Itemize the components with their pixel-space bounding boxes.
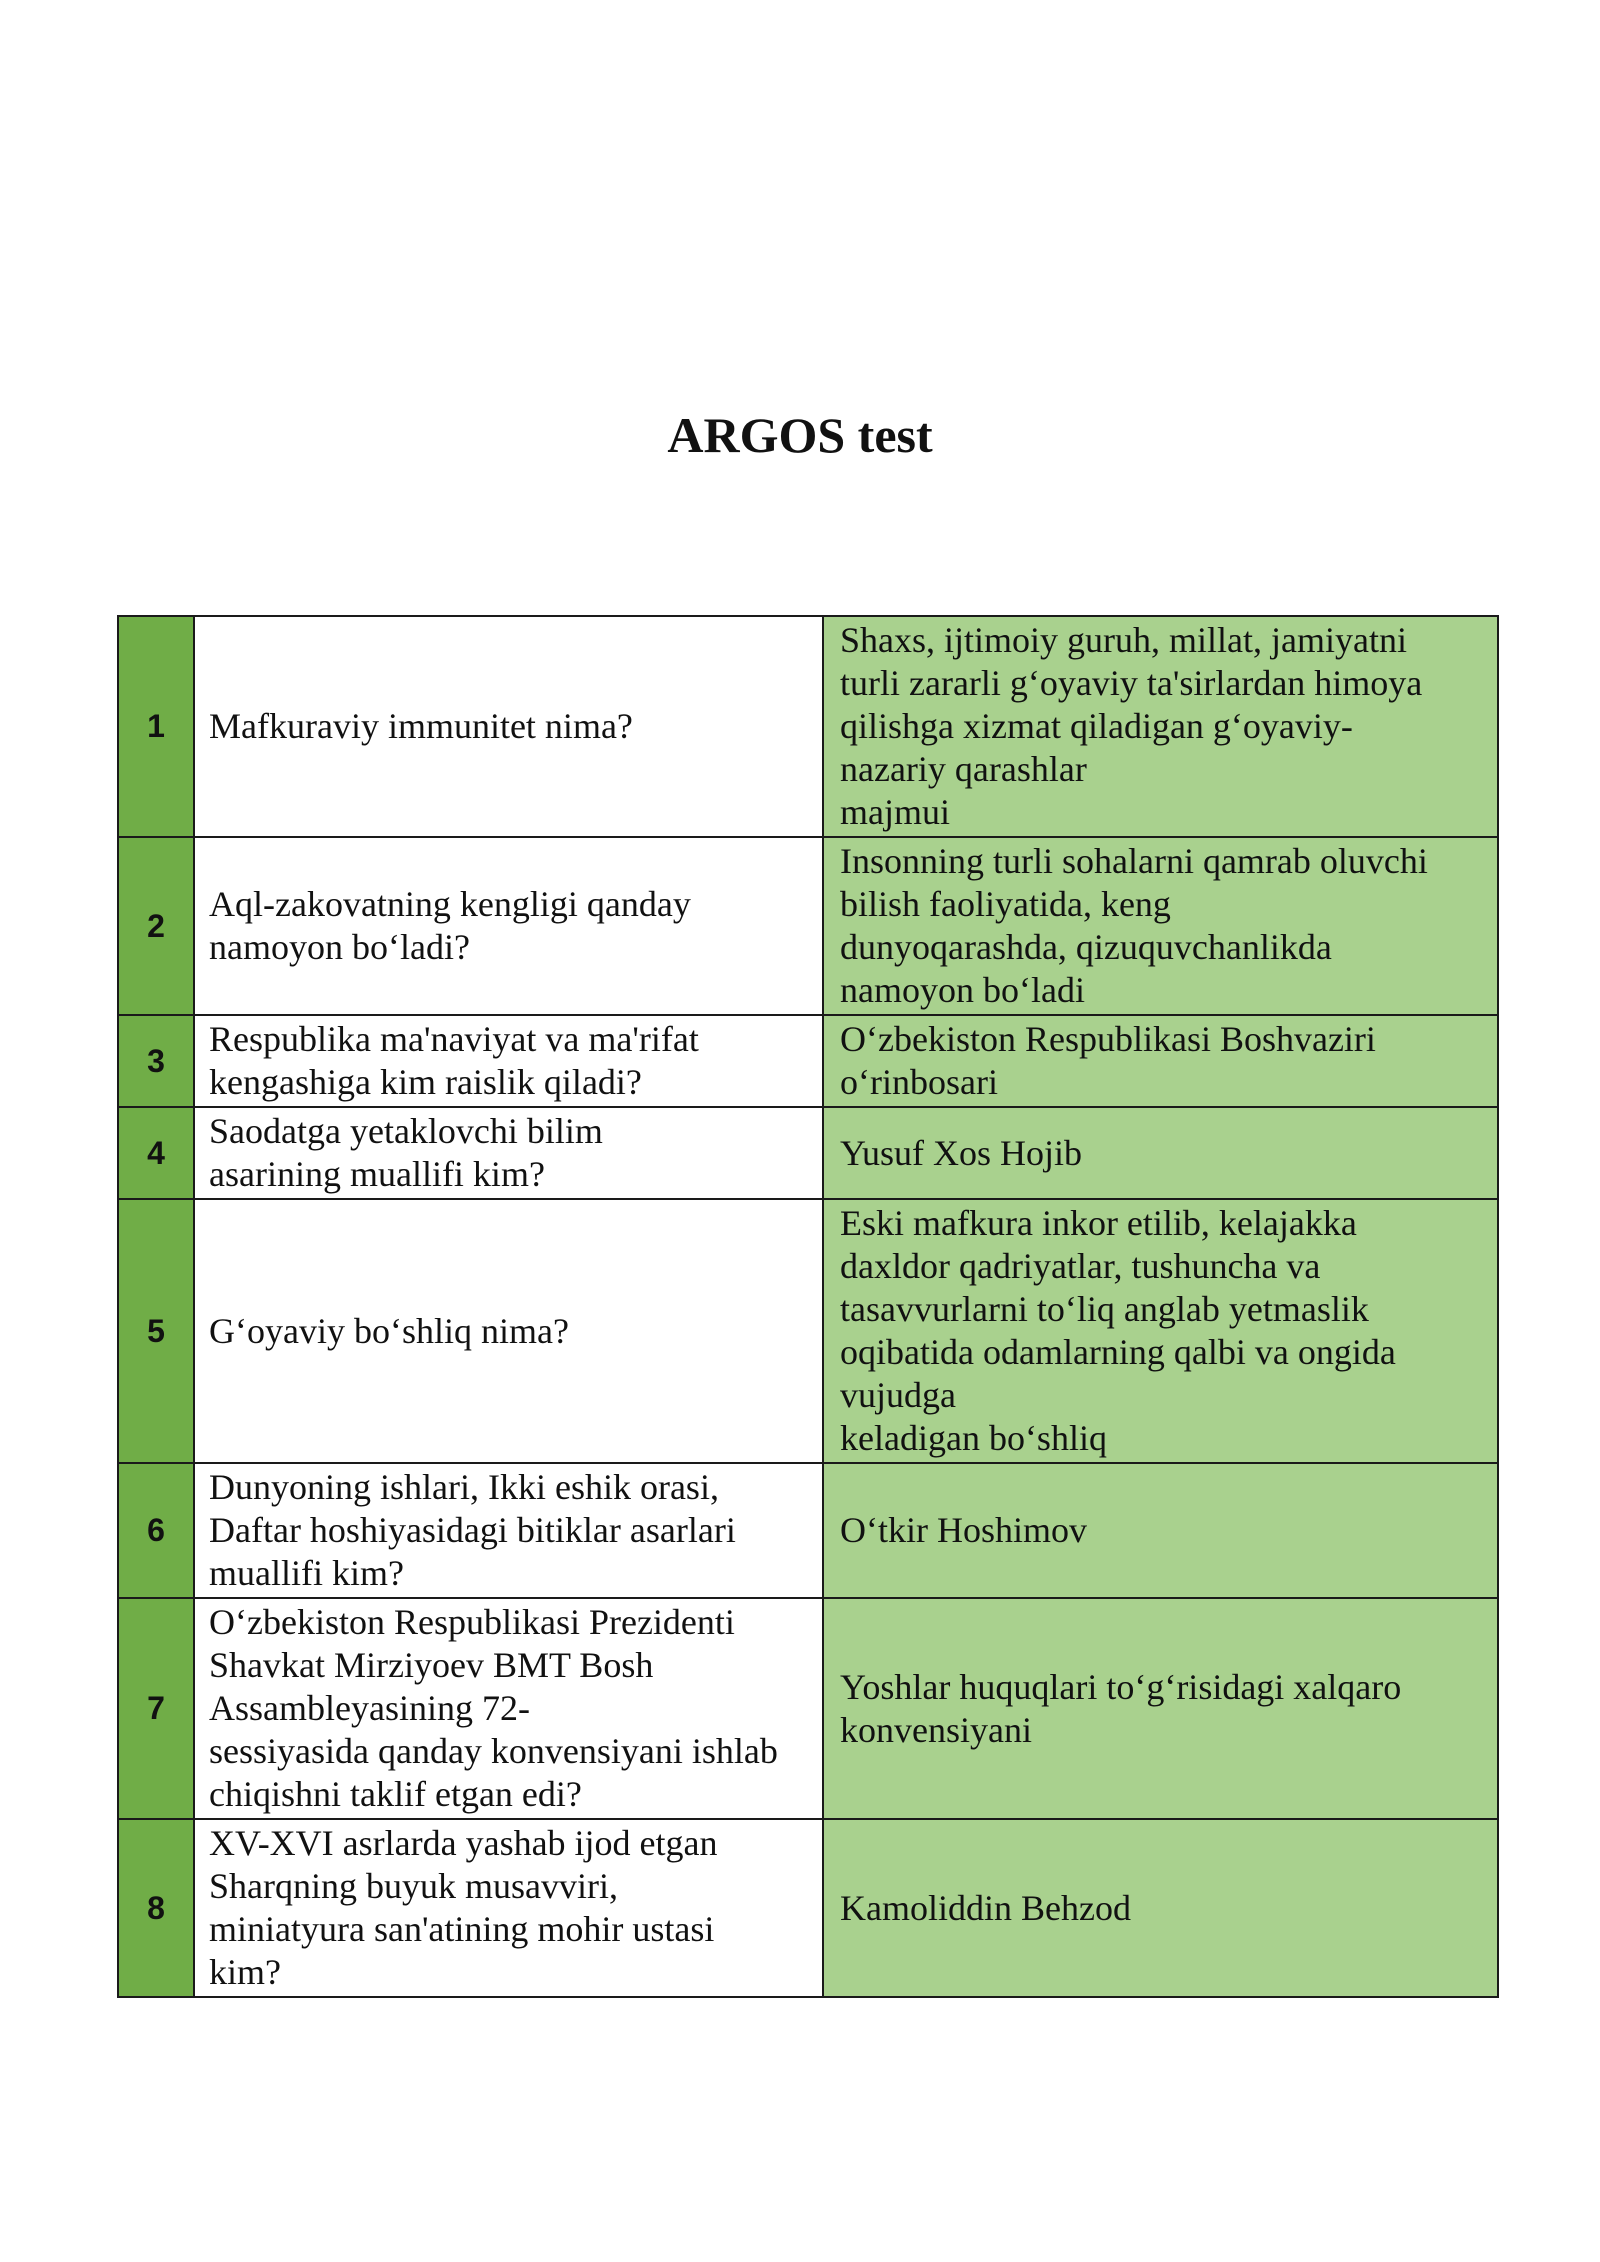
table-row <box>118 1819 1498 1997</box>
answer-cell <box>823 1107 1498 1199</box>
answer-text: Yusuf Xos Hojib <box>840 1132 1083 1173</box>
answer-text: Eski mafkura inkor etilib, kelajakka daxldor qadriyatlar, tushuncha va tasavvurlarni to‘liq anglab yetmaslik oqibatida odamlarning qalbi va ongida vujudga keladigan bo‘shliq <box>840 1203 1396 1458</box>
answer-cell <box>823 616 1498 837</box>
question-text: Mafkuraviy immunitet nima? <box>209 706 633 746</box>
row-number: 5 <box>118 1199 194 1463</box>
question-cell <box>194 616 823 837</box>
question-text: Dunyoning ishlari, Ikki eshik orasi, Daftar hoshiyasidagi bitiklar asarlari muallifi kim? <box>209 1467 736 1593</box>
row-number: 8 <box>118 1819 194 1997</box>
answer-cell <box>823 1199 1498 1463</box>
table-row <box>118 837 1498 1015</box>
question-cell <box>194 1015 823 1107</box>
table-row <box>118 1463 1498 1598</box>
table-row <box>118 1199 1498 1463</box>
answer-text: O‘zbekiston Respublikasi Boshvaziri o‘rinbosari <box>840 1019 1376 1102</box>
question-text: G‘oyaviy bo‘shliq nima? <box>209 1310 569 1351</box>
answer-cell <box>823 1463 1498 1598</box>
page-title: ARGOS test <box>667 407 933 463</box>
row-number: 3 <box>118 1015 194 1107</box>
row-number: 2 <box>118 837 194 1015</box>
row-number: 7 <box>118 1598 194 1819</box>
question-text: Respublika ma'naviyat va ma'rifat kengashiga kim raislik qiladi? <box>209 1019 699 1102</box>
question-text: Saodatga yetaklovchi bilim asarining muallifi kim? <box>209 1111 603 1194</box>
question-text: XV-XVI asrlarda yashab ijod etgan Sharqning buyuk musavviri, miniatyura san'atining mohir ustasi kim? <box>209 1823 718 1992</box>
table-row <box>118 616 1498 837</box>
answer-cell <box>823 1598 1498 1819</box>
question-cell <box>194 1107 823 1199</box>
answer-cell <box>823 1015 1498 1107</box>
table-row <box>118 1107 1498 1199</box>
table-row <box>118 1598 1498 1819</box>
qa-table <box>117 615 1499 1998</box>
question-cell <box>194 837 823 1015</box>
answer-cell <box>823 837 1498 1015</box>
question-cell <box>194 1819 823 1997</box>
answer-text: Kamoliddin Behzod <box>840 1887 1131 1928</box>
row-number: 1 <box>118 616 194 837</box>
question-text: O‘zbekiston Respublikasi Prezidenti Shavkat Mirziyoev BMT Bosh Assambleyasining 72- sessiyasida qanday konvensiyani ishlab chiqishni taklif etgan edi? <box>209 1602 778 1814</box>
answer-text: Shaxs, ijtimoiy guruh, millat, jamiyatni turli zararli g‘oyaviy ta'sirlardan himoya qilishga xizmat qiladigan g‘oyaviy- nazariy qarashlar majmui <box>840 620 1423 832</box>
row-number: 4 <box>118 1107 194 1199</box>
answer-text: O‘tkir Hoshimov <box>840 1510 1087 1550</box>
answer-text: Yoshlar huquqlari to‘g‘risidagi xalqaro konvensiyani <box>840 1666 1402 1750</box>
question-cell <box>194 1199 823 1463</box>
question-cell <box>194 1463 823 1598</box>
table-row <box>118 1015 1498 1107</box>
row-number: 6 <box>118 1463 194 1598</box>
answer-text: Insonning turli sohalarni qamrab oluvchi bilish faoliyatida, keng dunyoqarashda, qizuquvchanlikda namoyon bo‘ladi <box>840 841 1428 1010</box>
question-cell <box>194 1598 823 1819</box>
question-text: Aql-zakovatning kengligi qanday namoyon bo‘ladi? <box>209 884 691 967</box>
answer-cell <box>823 1819 1498 1997</box>
